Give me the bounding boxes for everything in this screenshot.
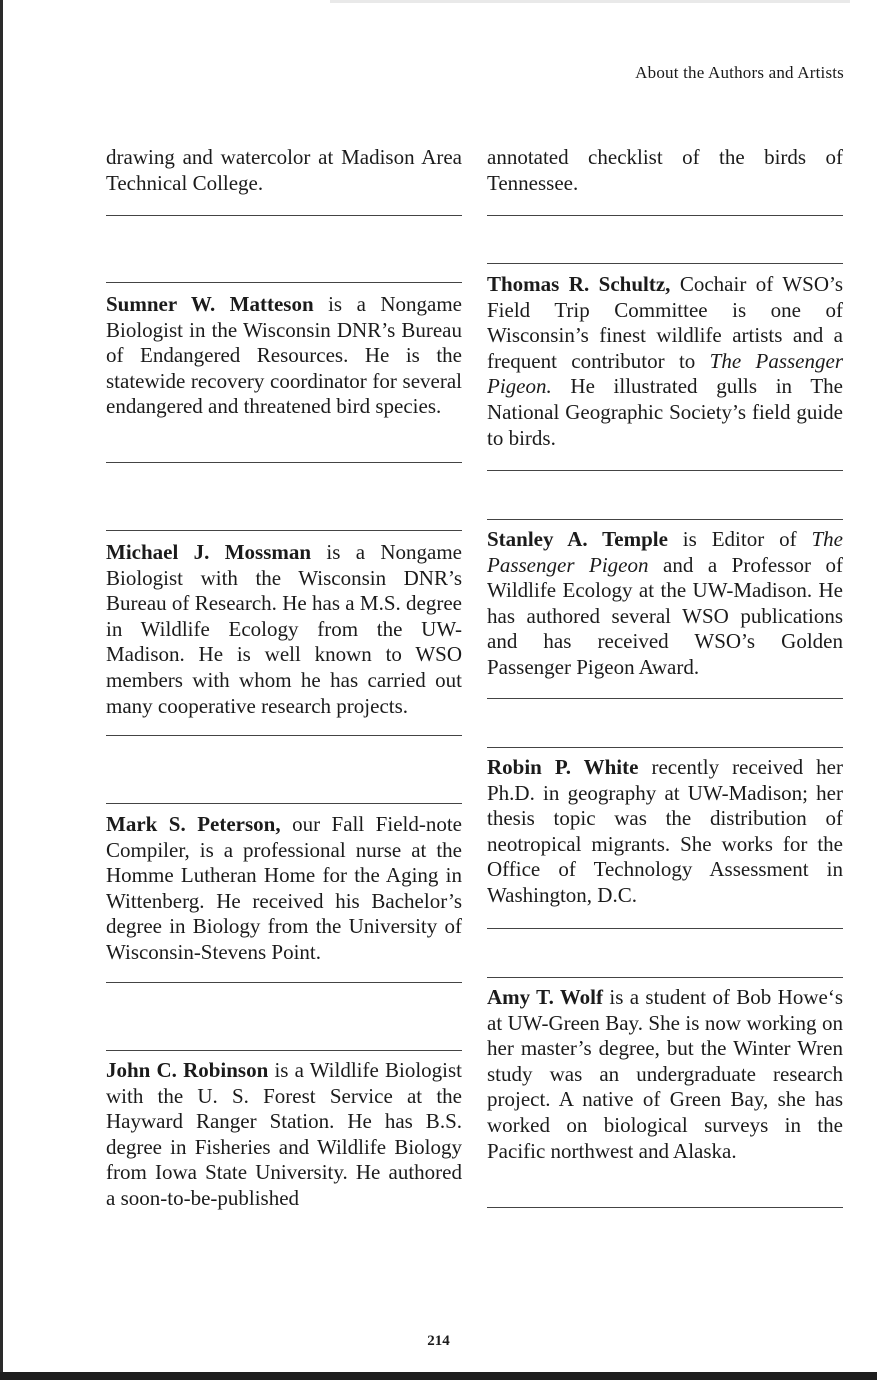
author-name: Sumner W. Matteson	[106, 292, 314, 316]
bio-entry-temple	[487, 527, 843, 681]
bio-text: annotated checklist of the birds of Tennessee.	[487, 145, 843, 195]
divider-rule	[487, 470, 843, 471]
bio-entry-continuation-left	[106, 145, 462, 196]
author-name: Mark S. Peterson,	[106, 812, 281, 836]
bio-entry-continuation-right	[487, 145, 843, 196]
bio-paragraph	[487, 272, 843, 451]
running-head: About the Authors and Artists	[635, 63, 844, 82]
page-left-edge	[0, 0, 3, 1380]
bio-paragraph	[106, 292, 462, 420]
author-name: Amy T. Wolf	[487, 985, 603, 1009]
bio-entry-schultz	[487, 272, 843, 451]
divider-rule	[106, 982, 462, 983]
bio-entry-mossman	[106, 540, 462, 719]
divider-rule	[106, 282, 462, 283]
divider-rule	[487, 747, 843, 748]
divider-rule	[487, 977, 843, 978]
bio-text: Cochair of WSO’s Field Trip Committee is one of Wisconsin’s finest wildlife artists and a frequent contributor to	[487, 272, 843, 373]
divider-rule	[106, 735, 462, 736]
divider-rule	[106, 803, 462, 804]
bio-entry-white	[487, 755, 843, 909]
author-name: Stanley A. Temple	[487, 527, 668, 551]
bio-paragraph	[487, 755, 843, 909]
bio-entry-peterson	[106, 812, 462, 966]
divider-rule	[487, 1207, 843, 1208]
divider-rule	[487, 698, 843, 699]
bio-text: He illustrated gulls in The National Geographic Society’s field guide to birds.	[487, 374, 843, 450]
divider-rule	[106, 462, 462, 463]
publication-title: The Passenger Pigeon.	[487, 348, 843, 399]
bio-entry-robinson	[106, 1058, 462, 1212]
bio-text: is a Wildlife Biologist with the U. S. Forest Service at the Hayward Ranger Station. He has B.S. degree in Fisheries and Wildlife Biology from Iowa State University. He authored a soon-to-be-published	[106, 1058, 462, 1210]
bio-text: recently received her Ph.D. in geography at UW-Madison; her thesis topic was the distribution of neotropical migrants. She works for the Office of Technology Assessment in Washington, D.C.	[487, 755, 843, 907]
page-bottom-edge	[0, 1372, 877, 1380]
bio-text: and a Professor of Wildlife Ecology at the UW-Madison. He has authored several WSO publications and has received WSO’s Golden Passenger Pigeon Award.	[487, 552, 843, 679]
page-number: 214	[427, 1333, 450, 1349]
bio-text: drawing and watercolor at Madison Area Technical College.	[106, 145, 462, 195]
bio-paragraph	[106, 540, 462, 719]
divider-rule	[487, 215, 843, 216]
divider-rule	[106, 530, 462, 531]
author-name: Michael J. Mossman	[106, 540, 312, 564]
divider-rule	[106, 215, 462, 216]
bio-text: our Fall Field-note Compiler, is a professional nurse at the Homme Lutheran Home for the Aging in Wittenberg. He received his Bachelor’s degree in Biology from the University of Wisconsin-Stevens Point.	[106, 812, 462, 964]
bio-text: is Editor of	[667, 527, 812, 551]
bio-text: is a Nongame Biologist with the Wisconsin DNR’s Bureau of Research. He has a M.S. degree in Wildlife Ecology from the UW-Madison. He is well known to WSO members with whom he has carried out many cooperative research projects.	[106, 540, 462, 718]
bio-paragraph	[487, 527, 843, 681]
publication-title: The Passenger Pigeon	[487, 527, 843, 577]
bio-paragraph	[106, 812, 462, 966]
divider-rule	[487, 263, 843, 264]
bio-paragraph	[487, 985, 843, 1164]
bio-text: is a student of Bob Howe‘s at UW-Green Bay. She is now working on her master’s degree, but the Winter Wren study was an undergraduate research project. A native of Green Bay, she has worked on biological surveys in the Pacific northwest and Alaska.	[487, 985, 843, 1163]
author-name: Thomas R. Schultz,	[487, 272, 671, 296]
bio-text: is a Nongame Biologist in the Wisconsin DNR’s Bureau of Endangered Resources. He is the statewide recovery coordinator for several endangered and threatened bird species.	[106, 292, 462, 419]
bio-entry-wolf	[487, 985, 843, 1164]
divider-rule	[106, 1050, 462, 1051]
divider-rule	[487, 519, 843, 520]
author-name: Robin P. White	[487, 755, 639, 779]
author-name: John C. Robinson	[106, 1058, 269, 1082]
bio-entry-matteson	[106, 292, 462, 420]
bio-paragraph	[106, 1058, 462, 1212]
divider-rule	[487, 928, 843, 929]
scan-artifact	[330, 0, 850, 3]
